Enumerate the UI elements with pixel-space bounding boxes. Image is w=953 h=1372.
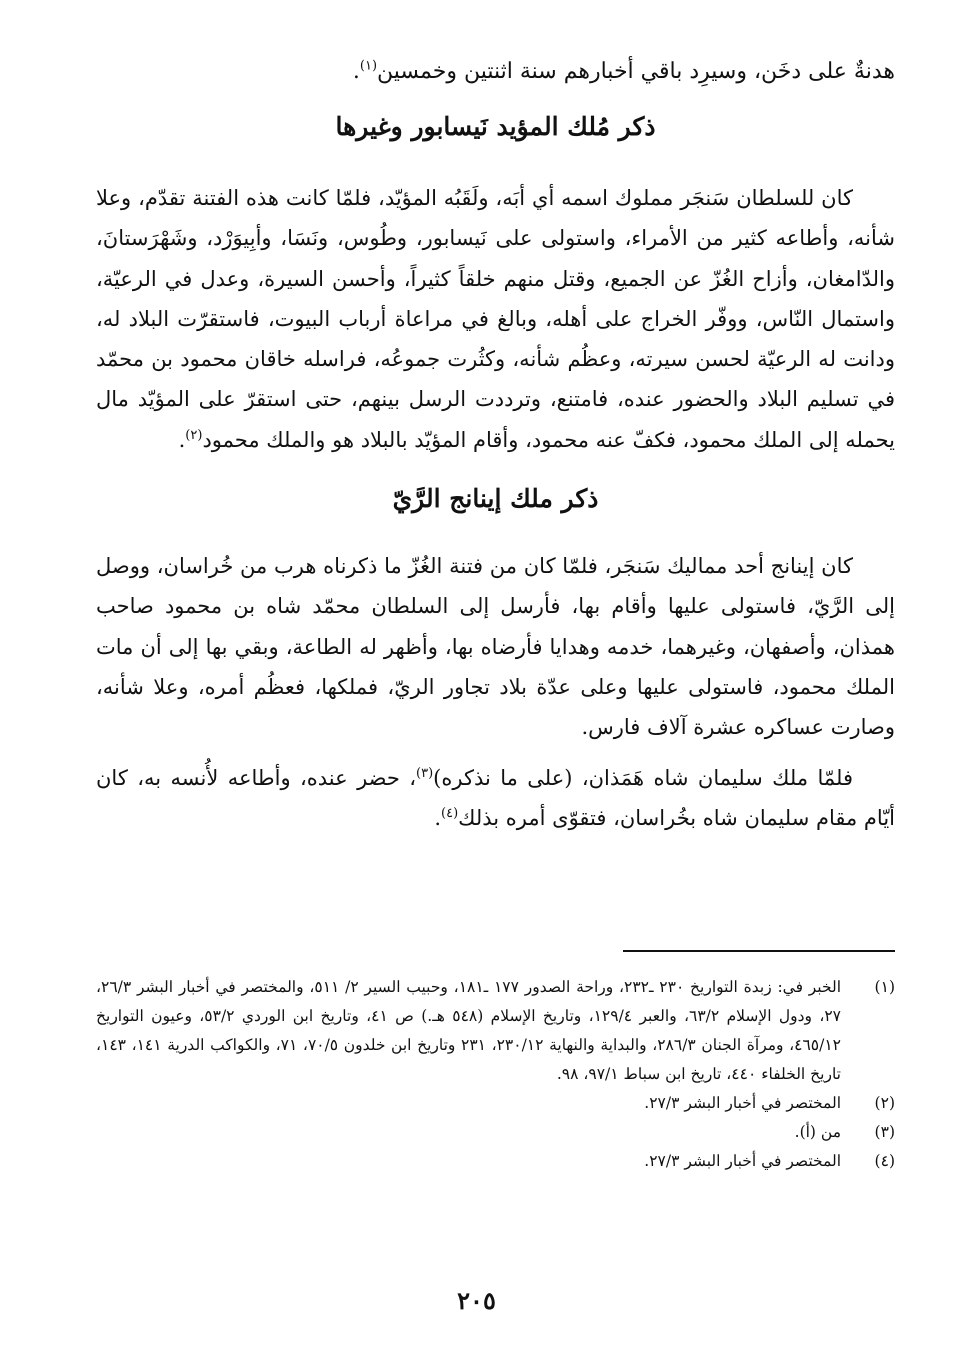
footnote-item	[96, 1118, 895, 1147]
paragraph-sulayman-text-a: فلمّا ملك سليمان شاه هَمَذان، (على ما نذكره)	[433, 765, 853, 790]
footnote-item	[96, 973, 895, 1089]
footnote-ref-3[interactable]: (٣)	[416, 765, 434, 781]
footnote-number: (١)	[874, 978, 895, 996]
footnote-item	[96, 1089, 895, 1118]
paragraph-muayyad	[96, 178, 895, 460]
footnote-number: (٤)	[874, 1152, 895, 1170]
paragraph-muayyad-end: .	[178, 427, 186, 452]
page-body	[96, 52, 895, 838]
footnote-number: (٢)	[874, 1094, 895, 1112]
paragraph-sulayman-shah	[96, 758, 895, 839]
footnote-text: المختصر في أخبار البشر ٢٧/٣.	[644, 1152, 841, 1170]
footnote-text: المختصر في أخبار البشر ٢٧/٣.	[644, 1094, 841, 1112]
section-heading-nishapur: ذكر مُلك المؤيد نَيسابور وغيرها	[335, 112, 656, 141]
footnotes	[96, 973, 895, 1176]
footnote-text: الخبر في: زبدة التواريخ ٢٣٠ ـ٢٣٢، وراحة الصدور ١٧٧ ـ١٨١، وحبيب السير ٢/ ٥١١، والمختصر في أخبار البشر ٢٦/٣، ٢٧، ودول الإسلام ٦٣/٢، والعبر ١٢٩/٤، وتاريخ الإسلام (٥٤٨ هـ.) ص ٤١، وتاريخ ابن الوردي ٥٣/٢، وعيون التواريخ ٤٦٥/١٢، ومرآة الجنان ٢٨٦/٣، والبداية والنهاية ٢٣٠/١٢، ٢٣١ وتاريخ ابن خلدون ٧٠/٥، ٧١، والكواكب الدرية ١٤١، ١٤٣، تاريخ الخلفاء ٤٤٠، تاريخ ابن سباط ٩٧/١، ٩٨.	[96, 978, 842, 1083]
paragraph-inanj: كان إينانج أحد مماليك سَنجَر، فلمّا كان من فتنة الغُزّ ما ذكرناه هرب من خُراسان، ووصل إلى الرَّيّ، فاستولى عليها وأقام بها، فأرسل إلى السلطان محمّد شاه بن محمود صاحب همذان، وأصفهان، وغيرهما، خدمه وهدايا فأرضاه بها، وأظهر له الطاعة، وبقي بها إلى أن مات الملك محمود، فاستولى عليها وعلى عدّة بلاد تجاور الريّ، فملكها، فعظُم أمره، وعلا شأنه، وصارت عساكره عشرة آلاف فارس.	[96, 554, 895, 740]
footnote-item	[96, 1147, 895, 1176]
footnote-separator	[623, 950, 895, 952]
footnote-ref-1[interactable]: (١)	[359, 58, 378, 74]
paragraph-muayyad-text: كان للسلطان سَنجَر مملوك اسمه أي أبَه، ولَقَبُه المؤيّد، فلمّا كانت هذه الفتنة تقدّم، وعلا شأنه، وأطاعه كثير من الأمراء، واستولى على نَيسابور، وطُوس، ونَسَا، وأبِيوَرْد، وشَهْرَستانَ، والدّامغان، وأزاح الغُزّ عن الجميع، وقتل منهم خلقاً كثيراً، وأحسن السيرة، وعدل في الرعيّة، واستمال النّاس، ووفّر الخراج على أهله، وبالغ في مراعاة أرباب البيوت، فاستقرّت البلاد له، ودانت له الرعيّة لحسن سيرته، وعظُم شأنه، وكثُرت جموعُه، فراسله خاقان محمود بن محمّد في تسليم البلاد والحضور عنده، فامتنع، وترددت الرسل بينهم، حتى استقرّ على المؤيّد مال يحمله إلى الملك محمود، فكفّ عنه محمود، وأقام المؤيّد بالبلاد هو والملك محمود	[96, 186, 895, 452]
footnote-text: من (أ).	[794, 1123, 841, 1141]
footnote-ref-2[interactable]: (٢)	[185, 427, 203, 443]
continuation-end: .	[352, 59, 360, 84]
paragraph-sulayman-end: .	[434, 805, 441, 830]
footnote-number: (٣)	[874, 1123, 895, 1141]
page-number: ٢٠٥	[457, 1286, 496, 1315]
footnote-ref-4[interactable]: (٤)	[441, 805, 459, 821]
section-heading-rayy: ذكر ملك إينانج الرَّيّ	[392, 484, 599, 514]
continuation-line	[96, 52, 895, 92]
continuation-text: هدنةٌ على دخَن، وسيرِد باقي أخبارهم سنة اثنتين وخمسين	[377, 59, 895, 84]
paragraph-sulayman-text-b: ، حضر عنده، وأطاعه لأُنسه به، كان أيّام مقام سليمان شاه بخُراسان، فتقوّى أمره بذلك	[96, 765, 895, 830]
